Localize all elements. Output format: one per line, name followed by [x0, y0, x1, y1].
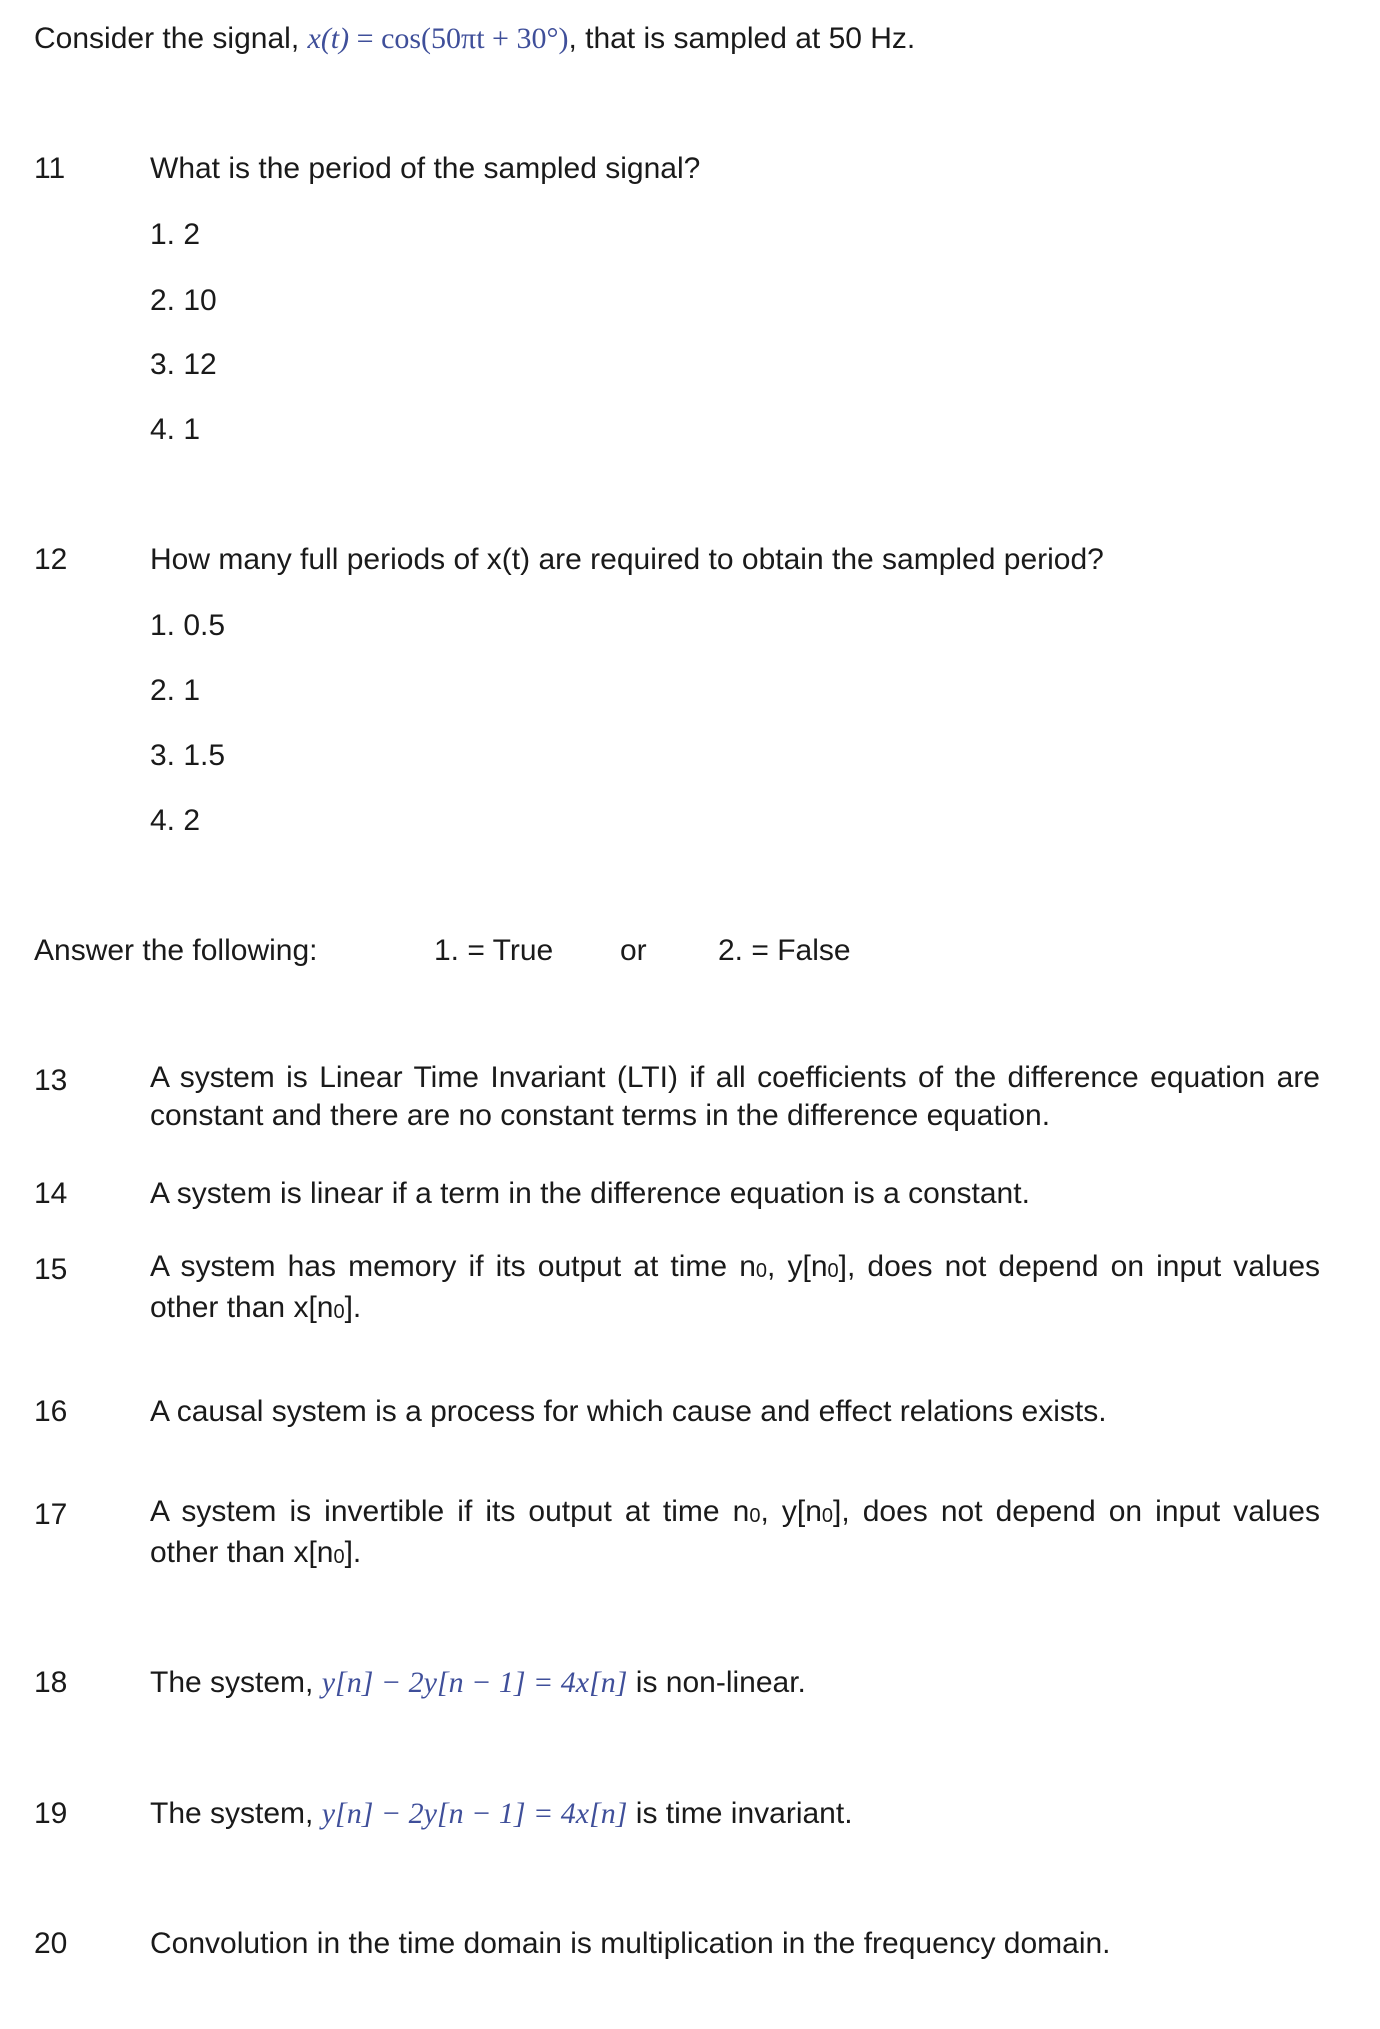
- question-15-number: 15: [34, 1253, 68, 1286]
- q15-subscript-1: 0: [755, 1260, 768, 1282]
- q17-part-a: A system is invertible if its output at time n: [150, 1495, 750, 1528]
- question-19-number: 19: [34, 1797, 68, 1830]
- question-13-text: A system is Linear Time Invariant (LTI) if all coefficients of the difference equation are constant and there are no constant terms in the difference equation.: [150, 1061, 1320, 1132]
- question-12-option-2: 2. 1: [150, 674, 201, 707]
- q18-prefix: The system,: [150, 1666, 314, 1699]
- q18-equation: y[n] − 2y[n − 1] = 4x[n]: [321, 1666, 628, 1699]
- intro-line: [34, 22, 915, 56]
- question-12-option-1: 1. 0.5: [150, 609, 226, 642]
- question-15-text: [150, 1248, 1320, 1330]
- q15-subscript-3: 0: [333, 1301, 345, 1323]
- question-13-number: 13: [34, 1064, 68, 1097]
- tf-or-label: or: [620, 934, 647, 967]
- tf-false-label: 2. = False: [718, 934, 851, 967]
- question-20-number: 20: [34, 1927, 68, 1960]
- question-19-text: [150, 1797, 853, 1831]
- q19-prefix: The system,: [150, 1797, 314, 1830]
- question-16-number: 16: [34, 1395, 68, 1428]
- question-14-text: A system is linear if a term in the difference equation is a constant.: [150, 1177, 1030, 1210]
- signal-equation: [308, 22, 569, 55]
- q19-equation: y[n] − 2y[n − 1] = 4x[n]: [321, 1797, 628, 1830]
- q15-part-d: ].: [344, 1291, 362, 1324]
- q17-subscript-2: 0: [821, 1505, 833, 1527]
- q18-suffix: is non-linear.: [635, 1666, 806, 1699]
- question-11-option-3: 3. 12: [150, 348, 217, 381]
- question-14-number: 14: [34, 1177, 68, 1210]
- question-12-option-4: 4. 2: [150, 804, 201, 837]
- tf-instructions: Answer the following:: [34, 934, 318, 967]
- question-11-text: What is the period of the sampled signal?: [150, 152, 701, 185]
- q17-part-d: ].: [344, 1536, 362, 1569]
- q17-subscript-3: 0: [333, 1546, 345, 1568]
- question-11-option-1: 1. 2: [150, 218, 201, 251]
- question-12-option-3: 3. 1.5: [150, 739, 226, 772]
- tf-true-label: 1. = True: [434, 934, 554, 967]
- intro-suffix: , that is sampled at 50 Hz.: [568, 22, 916, 55]
- q17-subscript-1: 0: [749, 1505, 761, 1527]
- question-16-text: A causal system is a process for which cause and effect relations exists.: [150, 1395, 1107, 1428]
- q17-part-b: , y[n: [760, 1495, 822, 1528]
- signal-lhs: x(t): [307, 22, 350, 55]
- question-17-number: 17: [34, 1498, 68, 1531]
- question-12-number: 12: [34, 543, 68, 576]
- q15-subscript-2: 0: [827, 1260, 839, 1282]
- question-18-text: [150, 1666, 806, 1700]
- question-11-option-4: 4. 1: [150, 413, 201, 446]
- q15-part-c: ], does not depend on input values other than x[n: [150, 1250, 1321, 1324]
- q17-part-c: ], does not depend on input values other than x[n: [150, 1495, 1320, 1569]
- signal-equals: =: [356, 22, 374, 55]
- signal-rhs: cos(50πt + 30°): [381, 22, 569, 55]
- q15-part-b: , y[n: [767, 1250, 828, 1283]
- intro-prefix: Consider the signal,: [34, 22, 300, 55]
- q15-part-a: A system has memory if its output at time n: [150, 1250, 756, 1283]
- question-11-option-2: 2. 10: [150, 284, 217, 317]
- question-18-number: 18: [34, 1666, 68, 1699]
- question-20-text: Convolution in the time domain is multiplication in the frequency domain.: [150, 1927, 1111, 1960]
- q19-suffix: is time invariant.: [635, 1797, 853, 1830]
- question-12-text: How many full periods of x(t) are required to obtain the sampled period?: [150, 543, 1104, 576]
- question-17-text: [150, 1493, 1320, 1575]
- question-11-number: 11: [34, 152, 66, 185]
